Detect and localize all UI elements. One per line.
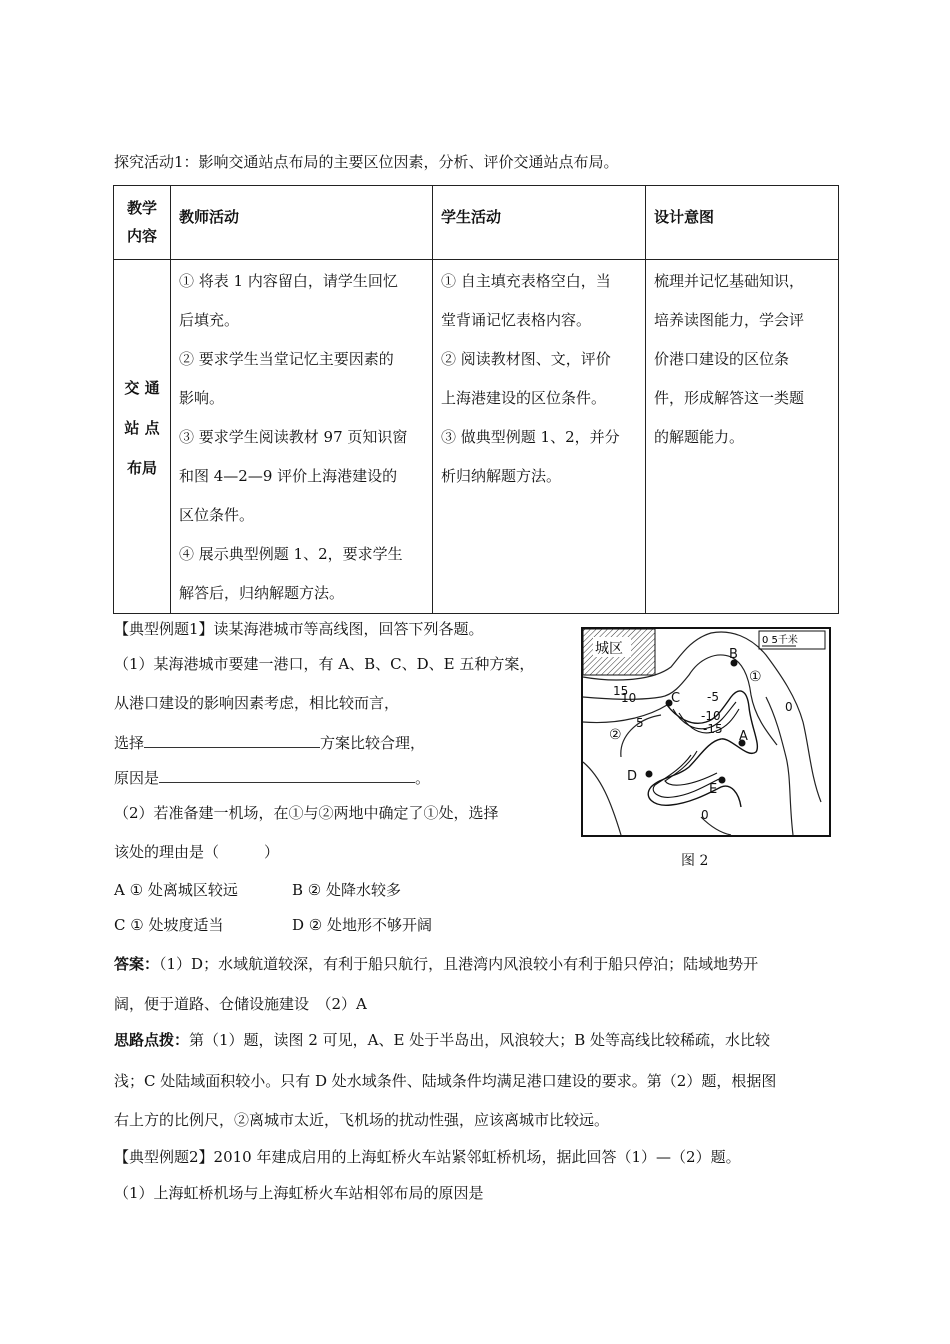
label-a: A: [739, 729, 748, 744]
teacher-line: 影响。: [179, 389, 225, 407]
contour-label-minus15: -15: [703, 722, 723, 736]
answer-line1: 答案：（1）D；水域航道较深，有利于船只航行，且港湾内风浪较小有利于船只停泊；陆域地势开: [114, 955, 759, 973]
row-label-cell: [114, 260, 171, 614]
teacher-line: 区位条件。: [179, 506, 255, 524]
label-period: 。: [415, 769, 431, 787]
hint-line3: 右上方的比例尺，②离城市太近，飞机场的扰动性强，应该离城市比较远。: [114, 1111, 610, 1129]
teacher-line: ② 要求学生当堂记忆主要因素的: [179, 350, 394, 368]
teacher-line: 后填充。: [179, 311, 240, 329]
student-activity-cell: [433, 260, 646, 614]
label-plan: 方案比较合理，: [320, 734, 426, 752]
option-b: B ② 处降水较多: [292, 881, 402, 899]
hint-label: 思路点拨：: [114, 1031, 190, 1049]
row-label-line: 交 通: [124, 379, 160, 397]
figure-caption: 图 2: [681, 853, 709, 869]
scale-bar: [759, 631, 825, 649]
label-b: B: [729, 647, 738, 662]
lesson-table: [113, 185, 839, 614]
example1-q1-line2: 从港口建设的影响因素考虑，相比较而言，: [114, 694, 400, 712]
answer-blank-reason[interactable]: [159, 766, 415, 783]
example1-q1-line3: [114, 731, 425, 753]
example1-q2-line1: （2）若准备建一机场，在①与②两地中确定了①处，选择: [114, 804, 499, 822]
option-c: C ① 处坡度适当: [114, 916, 224, 934]
example2-title: 【典型例题2】2010 年建成启用的上海虹桥火车站紧邻虹桥机场，据此回答（1）—（2）题。: [114, 1148, 741, 1166]
contour-map: [581, 627, 831, 837]
contour-label-minus10: -10: [701, 709, 721, 723]
label-choose: 选择: [114, 734, 145, 752]
header-intent: 设计意图: [646, 186, 839, 260]
row-label-line: 站 点: [124, 419, 160, 437]
teacher-activity-cell: [171, 260, 433, 614]
contour-label-minus5: -5: [707, 690, 719, 704]
intent-line: 件，形成解答这一类题: [654, 389, 805, 407]
row-label-line: 布局: [126, 459, 157, 477]
example1-q1-line1: （1）某海港城市要建一港口，有 A、B、C、D、E 五种方案，: [114, 655, 535, 673]
header-content: 教学内容: [114, 186, 171, 260]
intent-line: 培养读图能力，学会评: [654, 311, 805, 329]
contour-label-zero: 0: [701, 808, 709, 822]
city-label: 城区: [595, 641, 623, 657]
example1-q2-line2: 该处的理由是（ ）: [114, 843, 280, 861]
teacher-line: ③ 要求学生阅读教材 97 页知识窗: [179, 428, 408, 446]
example1-q1-line4: [114, 766, 430, 788]
example1-title: 【典型例题1】读某海港城市等高线图，回答下列各题。: [114, 620, 484, 638]
option-a: A ① 处离城区较远: [114, 881, 238, 899]
label-c: C: [671, 691, 681, 706]
teacher-line: ④ 展示典型例题 1、2，要求学生: [179, 545, 403, 563]
label-reason: 原因是: [114, 769, 160, 787]
header-student: 学生活动: [433, 186, 646, 260]
scale-label: 0 5千米: [762, 635, 798, 646]
answer-blank-choice[interactable]: [144, 731, 320, 748]
intent-line: 的解题能力。: [654, 428, 745, 446]
intro-text: 探究活动1：影响交通站点布局的主要区位因素，分析、评价交通站点布局。: [114, 153, 619, 171]
student-line: 堂背诵记忆表格内容。: [441, 311, 592, 329]
hint-line1: 思路点拨：第（1）题，读图 2 可见，A、E 处于半岛出，风浪较大；B 处等高线比较稀疏，水比较: [114, 1031, 770, 1049]
student-line: 析归纳解题方法。: [441, 467, 562, 485]
label-site-one: ①: [749, 669, 762, 685]
teacher-line: ① 将表 1 内容留白，请学生回忆: [179, 272, 398, 290]
student-line: ① 自主填充表格空白，当: [441, 272, 611, 290]
intent-line: 价港口建设的区位条: [654, 350, 790, 368]
teacher-line: 解答后，归纳解题方法。: [179, 584, 345, 602]
contour-label-10: 10: [621, 691, 637, 705]
label-d: D: [627, 769, 638, 784]
student-line: ② 阅读教材图、文，评价: [441, 350, 611, 368]
header-teacher: 教师活动: [171, 186, 433, 260]
answer-label: 答案：: [114, 955, 160, 973]
contour-label-zero: 0: [785, 700, 793, 714]
teacher-line: 和图 4—2—9 评价上海港建设的: [179, 467, 398, 485]
point-d: [646, 771, 653, 778]
contour-label-15: 15: [613, 684, 629, 698]
option-d: D ② 处地形不够开阔: [292, 916, 433, 934]
label-site-two: ②: [609, 727, 622, 743]
design-intent-cell: [646, 260, 839, 614]
example2-q1: （1）上海虹桥机场与上海虹桥火车站相邻布局的原因是: [114, 1184, 484, 1202]
label-e: E: [709, 782, 718, 797]
hint-line2: 浅；C 处陆域面积较小。只有 D 处水域条件、陆域条件均满足港口建设的要求。第（2）题，根据图: [114, 1072, 777, 1090]
point-e: [719, 777, 726, 784]
contour-label-5: 5: [636, 716, 644, 730]
intent-line: 梳理并记忆基础知识，: [654, 272, 805, 290]
student-line: 上海港建设的区位条件。: [441, 389, 607, 407]
student-line: ③ 做典型例题 1、2，并分: [441, 428, 620, 446]
answer-line2: 阔，便于道路、仓储设施建设 （2）A: [114, 995, 367, 1013]
